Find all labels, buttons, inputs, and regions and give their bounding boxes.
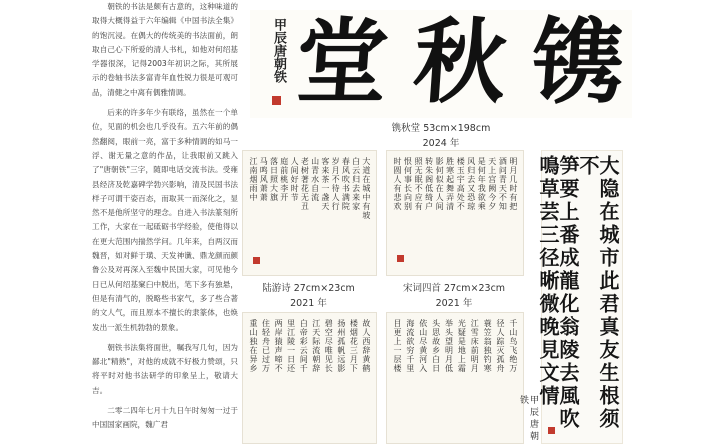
artwork-small-script-3	[242, 312, 377, 444]
text-column: 落日照大旗	[269, 157, 279, 202]
text-column: 转朱阁低绮户	[424, 157, 434, 211]
banner-inscription: 甲辰唐朝铁	[271, 18, 286, 83]
artwork-columns	[393, 319, 517, 437]
text-column: 扬州孤帆远影	[336, 319, 346, 373]
text-column: 目更上一层楼	[393, 319, 402, 373]
text-column: 人间好时节	[290, 157, 300, 202]
text-column: 楼玉宇高处不	[456, 157, 466, 211]
seal-stamp	[548, 427, 555, 434]
artwork-caption-size: 陆游诗 27cm×23cm	[262, 283, 355, 294]
text-column: 重山独在异乡	[249, 319, 258, 373]
text-column: 明月几时有把	[508, 157, 518, 211]
text-column: 光疑是地上霜	[457, 319, 467, 373]
text-column: 江南烟雨中	[249, 157, 258, 202]
banner-caption-size: 镌秋堂 53cm×198cm	[391, 123, 491, 134]
text-column: 举头望明月低	[444, 319, 454, 373]
artwork-columns	[249, 319, 370, 437]
calligraphy-banner	[250, 10, 632, 118]
text-column: 江天际流朝辞	[311, 319, 321, 373]
calligraphy-scroll	[518, 150, 623, 444]
text-column: 江雪床前明月	[470, 319, 480, 373]
scroll-column: 大隐在城市此君真友生根须不	[576, 155, 620, 431]
scroll-column: 鳴草芸三径晰微晚見文情	[536, 155, 560, 408]
text-column: 风归去又恐琼	[466, 157, 476, 211]
text-column: 胜寒起舞弄清	[445, 157, 455, 211]
text-column: 里江陵一日还	[286, 319, 296, 373]
banner-character: 镌	[528, 8, 630, 116]
article-text	[92, 0, 238, 442]
text-column: 住轻舟已过万	[261, 319, 271, 373]
seal-stamp	[253, 257, 260, 264]
text-column: 影何似在人间	[435, 157, 445, 211]
text-column: 白帝彩云间千	[299, 319, 309, 373]
text-column: 马鸣风萧萧	[259, 157, 269, 202]
article-paragraph: 朝铁的书法是颇有古意的，这种味道的取得大概得益于六年编辑《中国书法全集》的饱沉浸。在偶大的传统美的书法面前，朗取自己心下所爱的清人书札，如他对何绍基学器很深，记得2003年初识之际，其所展示的卷轴书法多富青年血性锐力很是可观可品，清健之中离有偶雅情调。	[92, 2, 238, 97]
text-column: 海流欲穷千里	[405, 319, 415, 373]
text-column: 大道在城中有坡	[361, 157, 371, 220]
text-column: 白云归去来家	[351, 157, 361, 211]
artwork-song-ci	[386, 150, 524, 276]
text-column: 恨何事长向别	[403, 157, 413, 211]
text-column: 照无眠不应有	[414, 157, 424, 211]
article-paragraph: 二零二四年七月十九日午时匆匆一过于中国国家画院，魏广君	[92, 406, 238, 430]
article-paragraph: 后来的许多年少有联络，虽然在一个单位，见面的机会也几乎没有。五六年前的偶然翻阅，眼前一亮，富于多种情调的如马一浮、谢无量之意的作品，让我眼前又跳入了"唐朝铁"三字，随即电话交流书法。受雍县经济及乾嘉碑学勃兴影响，清及民国书法样子可谓干姿百态，而取其一而深化之，显然不是他所坚守的理念。自进入书法篆刻所工作，大家在一起砥砺书学经验，使他得以在更大范围内揣然学问。几年来，自两汉而魏晋，如对鲜于璜、天发神谶、鼎龙颜而颜鲁公及对再深入至魏中民国大家，可见他今日已从何绍基窠臼中脱出，笔下多有独悬，但是有清气的，脱略些书家气，多了些合著的文人气，而且原本不擅长的隶篆体，也焕发出一派生机勃勃的景象。	[92, 108, 238, 332]
banner-caption-year: 2024 年	[422, 138, 460, 149]
text-column: 径人踪灭孤舟	[496, 319, 505, 373]
banner-character: 秋	[410, 8, 512, 116]
text-column: 千山鸟飞绝万	[508, 319, 518, 373]
text-column: 故人西辞黄鹤	[361, 319, 371, 373]
scroll-column: 笋要上番成龍化翁陵去風吹	[556, 155, 580, 431]
artwork-small-script-4	[386, 312, 524, 444]
text-column: 是何年我欲乘	[477, 157, 487, 211]
text-column: 山青水自流	[310, 157, 320, 202]
text-column: 依山尽黄河入	[418, 319, 428, 373]
text-column: 客来茶一盏天	[320, 157, 330, 211]
text-column: 时圆人有悲欢	[393, 157, 402, 211]
text-column: 两岸猿声啼不	[274, 319, 284, 373]
article-paragraph: 朝铁书法集将面世，嘱我写几句，因为鄙北"精熟"，对他的成就不好极力赞颂，只将平时对他书法研学的印象呈上，敬请大吉。	[92, 342, 238, 395]
artwork-caption-year: 2021 年	[290, 298, 327, 309]
artwork-caption-year: 2021 年	[435, 298, 473, 309]
text-column: 楼烟花三月下	[349, 319, 359, 373]
seal-stamp	[397, 255, 404, 262]
text-column: 碧空尽唯见长	[324, 319, 334, 373]
banner-characters	[292, 8, 630, 116]
text-column: 头思故乡白日	[431, 319, 441, 373]
artwork-columns	[393, 157, 517, 269]
artwork-columns	[249, 157, 370, 269]
text-column: 庭前桃李开	[279, 157, 289, 202]
text-column: 春风吹书满院	[341, 157, 351, 211]
scroll-columns	[518, 155, 620, 443]
scroll-inscription: 甲辰唐朝铁	[518, 395, 538, 443]
seal-stamp	[272, 96, 281, 105]
text-column: 蓑笠翁独钓寒	[483, 319, 493, 373]
text-column: 酒问青天不知	[498, 157, 508, 211]
artwork-caption-size: 宋词四首 27cm×23cm	[402, 283, 506, 294]
banner-character: 堂	[292, 8, 394, 116]
artwork-lu-you-poem	[242, 150, 377, 276]
text-column: 岁月不待人行	[331, 157, 341, 211]
text-column: 老树著花无丑	[300, 157, 310, 211]
text-column: 天上宫阙今夕	[487, 157, 497, 211]
